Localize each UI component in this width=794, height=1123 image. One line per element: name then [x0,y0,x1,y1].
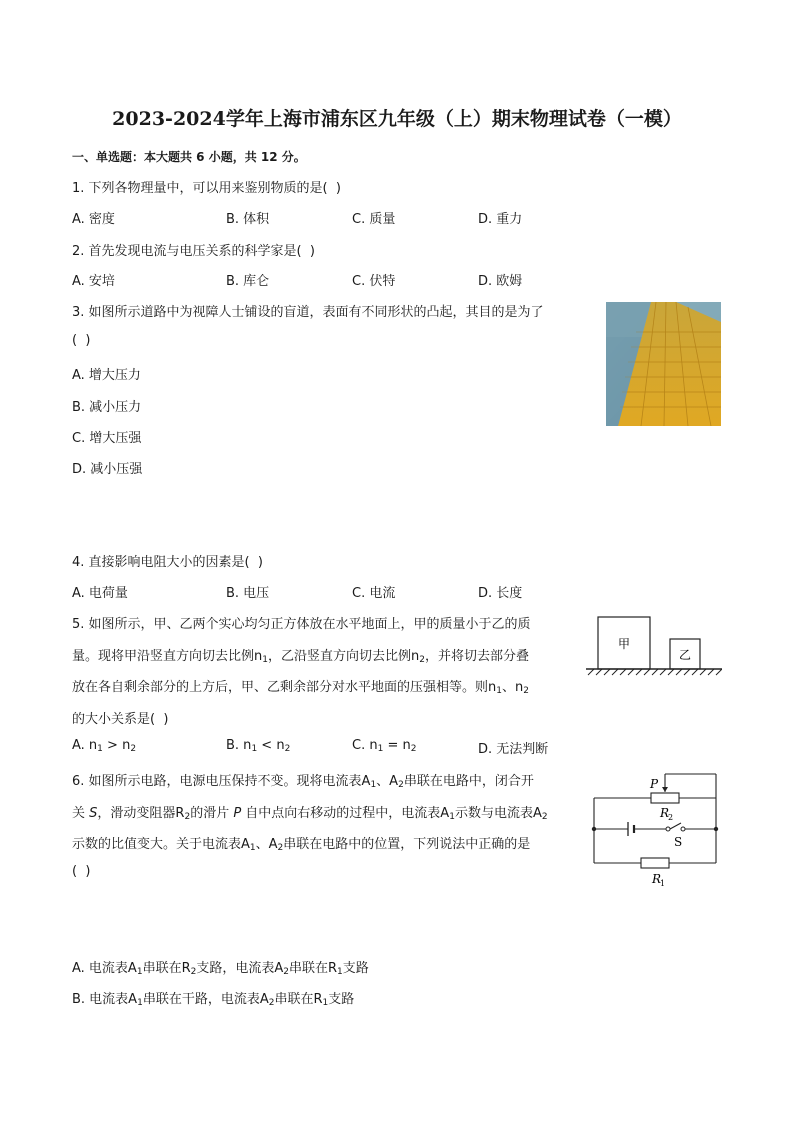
q2-option-a[interactable]: A. 安培 [72,274,115,289]
q3-option-d[interactable]: D. 减小压强 [72,462,143,477]
ground-hatch [588,669,722,675]
label-r1-sub: 1 [660,879,666,888]
question-6-stem-line2: 关 S，滑动变阻器$R_2$的滑片 P 自中点向右移动的过程中，电流表$A_1$示数与电流表$A_2$ [72,806,548,822]
q4-option-b[interactable]: B. 电压 [226,586,270,601]
label-r2: R [660,806,670,820]
question-4-stem: 4. 直接影响电阻大小的因素是( ) [72,555,263,570]
q4-option-a[interactable]: A. 电荷量 [72,586,128,601]
q6-option-a[interactable]: A. 电流表$A_1$串联在$R_2$支路，电流表$A_2$串联在$R_1$支路 [72,961,369,977]
q3-option-b[interactable]: B. 减小压力 [72,400,142,415]
question-2-stem: 2. 首先发现电流与电压关系的科学家是( ) [72,244,315,259]
q5-option-a[interactable]: A. $n_1 > n_2$ [72,738,137,754]
q5-option-c[interactable]: C. $n_1 = n_2$ [352,738,417,754]
question-3-stem-cont: ( ) [72,333,91,348]
tactile-paving-image [606,302,721,426]
label-r1: R [652,872,662,886]
question-6-stem: 6. 如图所示电路，电源电压保持不变。现将电流表$A_1$、$A_2$串联在电路中，闭合开 [72,774,534,790]
q1-option-c[interactable]: C. 质量 [352,212,396,227]
q4-option-d[interactable]: D. 长度 [478,586,523,601]
resistor-r1 [641,858,669,868]
q2-option-b[interactable]: B. 库仑 [226,274,270,289]
cube-yi-label: 乙 [678,648,692,662]
resistor-r2 [651,793,679,803]
q1-option-a[interactable]: A. 密度 [72,212,115,227]
circuit-diagram [588,770,722,890]
section-heading: 一、单选题：本大题共 6 小题，共 12 分。 [72,150,306,164]
label-p: P [650,777,659,791]
q4-option-c[interactable]: C. 电流 [352,586,396,601]
q2-option-c[interactable]: C. 伏特 [352,274,396,289]
question-1-stem: 1. 下列各物理量中，可以用来鉴别物质的是( ) [72,181,341,196]
question-3-stem: 3. 如图所示道路中为视障人士铺设的盲道，表面有不同形状的凸起，其目的是为了 [72,305,544,320]
question-5-stem: 5. 如图所示，甲、乙两个实心均匀正方体放在水平地面上，甲的质量小于乙的质 [72,617,531,632]
q3-option-a[interactable]: A. 增大压力 [72,368,141,383]
q1-option-d[interactable]: D. 重力 [478,212,523,227]
q6-option-b[interactable]: B. 电流表$A_1$串联在干路，电流表$A_2$串联在$R_1$支路 [72,992,355,1008]
q5-option-b[interactable]: B. $n_1 < n_2$ [226,738,291,754]
switch-s [670,823,681,829]
q1-option-b[interactable]: B. 体积 [226,212,270,227]
q5-option-d[interactable]: D. 无法判断 [478,742,549,757]
question-6-stem-line4: ( ) [72,864,91,879]
question-5-stem-line3: 放在各自剩余部分的上方后，甲、乙剩余部分对水平地面的压强相等。则$n_1$、$n_2$ [72,680,529,696]
question-5-stem-line2: 量。现将甲沿竖直方向切去比例$n_1$，乙沿竖直方向切去比例$n_2$，并将切去部分叠 [72,649,529,665]
question-6-stem-line3: 示数的比值变大。关于电流表$A_1$、$A_2$串联在电路中的位置，下列说法中正确的是 [72,837,531,853]
label-r2-sub: 2 [668,813,674,822]
page-title: 2023-2024学年上海市浦东区九年级（上）期末物理试卷（一模） [112,108,682,130]
q2-option-d[interactable]: D. 欧姆 [478,274,523,289]
question-5-stem-line4: 的大小关系是( ) [72,712,169,727]
label-s: S [674,835,683,849]
q3-option-c[interactable]: C. 增大压强 [72,431,142,446]
cube-jia-label: 甲 [617,637,631,651]
cubes-figure [586,612,722,678]
